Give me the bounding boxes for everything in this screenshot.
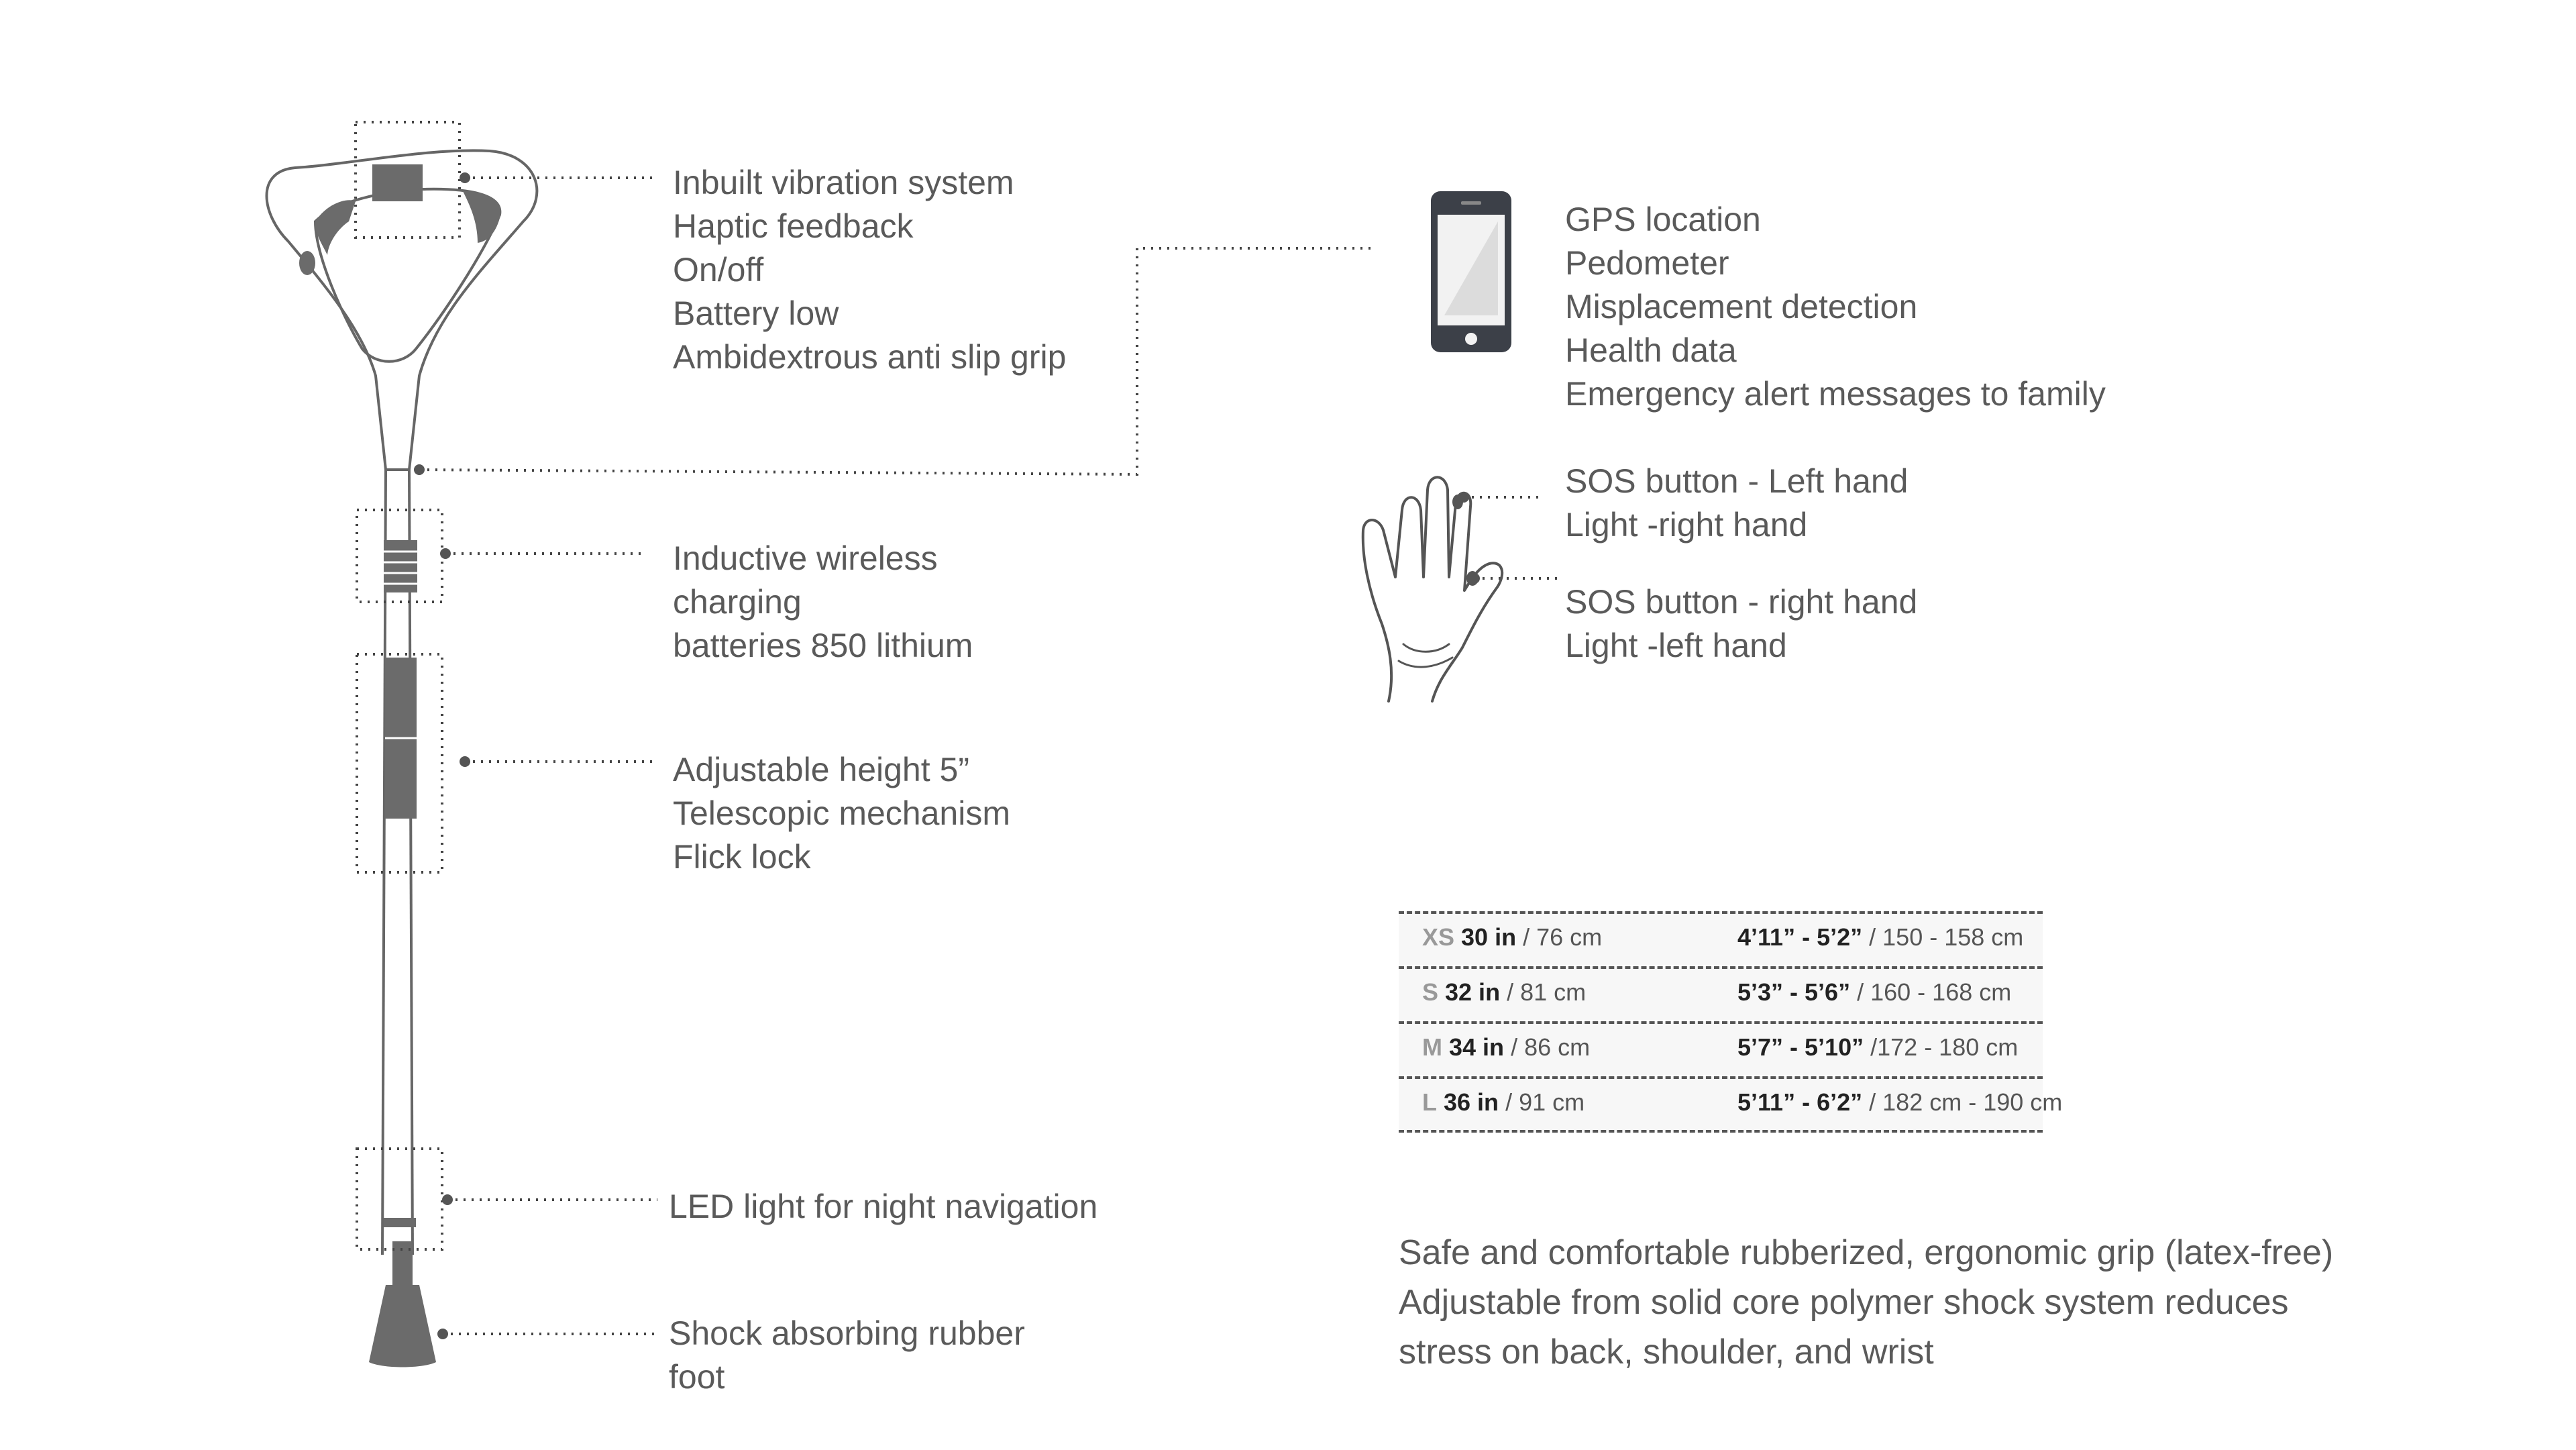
note-line: stress on back, shoulder, and wrist bbox=[1399, 1333, 1934, 1371]
sos-right-callout bbox=[1565, 580, 1917, 668]
length-in: 36 in bbox=[1444, 1088, 1499, 1116]
grip-pad-right bbox=[463, 191, 500, 243]
grip-button bbox=[299, 251, 315, 275]
size-code: S bbox=[1422, 978, 1439, 1006]
sos-left-callout bbox=[1565, 460, 1908, 547]
size-table bbox=[1399, 911, 2063, 1134]
phone-features bbox=[1565, 198, 2106, 416]
callout-line: SOS button - right hand bbox=[1565, 583, 1918, 621]
size-row-l bbox=[1399, 1076, 2063, 1133]
length-in: 32 in bbox=[1445, 978, 1501, 1006]
foot-callout bbox=[669, 1312, 1025, 1399]
product-notes bbox=[1399, 1228, 2333, 1377]
callout-line: Battery low bbox=[673, 295, 839, 332]
smartphone-icon bbox=[1431, 191, 1511, 352]
size-code: L bbox=[1422, 1088, 1437, 1116]
feature-item: Emergency alert messages to family bbox=[1565, 375, 2106, 413]
height-cm: / 150 - 158 cm bbox=[1869, 923, 2024, 951]
feature-item: Misplacement detection bbox=[1565, 288, 1918, 325]
callout-line: Haptic feedback bbox=[673, 207, 914, 245]
callout-line: SOS button - Left hand bbox=[1565, 462, 1909, 500]
height-ft: 4’11” - 5’2” bbox=[1737, 923, 1863, 951]
grip-pad bbox=[315, 200, 356, 255]
feature-item: Health data bbox=[1565, 331, 1737, 369]
callout-line: On/off bbox=[673, 251, 764, 289]
size-row-s bbox=[1399, 966, 2043, 1020]
size-row-m bbox=[1399, 1021, 2043, 1075]
note-line: Adjustable from solid core polymer shock system reduces bbox=[1399, 1283, 2289, 1322]
size-code: XS bbox=[1422, 923, 1455, 951]
led-light bbox=[384, 1218, 416, 1227]
size-row-xs bbox=[1399, 911, 2043, 965]
vibration-module bbox=[372, 164, 423, 201]
size-code: M bbox=[1422, 1033, 1442, 1061]
height-ft: 5’11” - 6’2” bbox=[1737, 1088, 1863, 1116]
charging-callout bbox=[673, 537, 973, 668]
length-cm: / 91 cm bbox=[1505, 1088, 1585, 1116]
callout-line: Inbuilt vibration system bbox=[673, 164, 1014, 201]
height-cm: / 160 - 168 cm bbox=[1857, 978, 2012, 1006]
callout-line: Adjustable height 5” bbox=[673, 751, 969, 788]
callout-line: Light -left hand bbox=[1565, 627, 1787, 664]
height-ft: 5’3” - 5’6” bbox=[1737, 978, 1851, 1006]
callout-line: LED light for night navigation bbox=[669, 1188, 1098, 1225]
height-callout bbox=[673, 748, 1010, 879]
callout-line: charging bbox=[673, 583, 802, 621]
callout-line: Flick lock bbox=[673, 838, 811, 876]
foot-connector bbox=[392, 1241, 413, 1285]
length-cm: / 86 cm bbox=[1511, 1033, 1591, 1061]
length-in: 30 in bbox=[1461, 923, 1517, 951]
hand-icon bbox=[1363, 477, 1502, 701]
length-cm: / 81 cm bbox=[1507, 978, 1587, 1006]
led-callout bbox=[669, 1185, 1097, 1229]
callout-line: Shock absorbing rubber bbox=[669, 1314, 1025, 1352]
feature-item: GPS location bbox=[1565, 201, 1761, 238]
length-cm: / 76 cm bbox=[1523, 923, 1603, 951]
callout-line: Inductive wireless bbox=[673, 539, 938, 577]
callout-line: Light -right hand bbox=[1565, 506, 1808, 543]
callout-line: batteries 850 lithium bbox=[673, 627, 973, 664]
handle-callout bbox=[673, 161, 1066, 379]
rubber-foot bbox=[369, 1285, 436, 1367]
note-line: Safe and comfortable rubberized, ergonomic grip (latex-free) bbox=[1399, 1233, 2334, 1272]
feature-item: Pedometer bbox=[1565, 244, 1729, 282]
callout-line: foot bbox=[669, 1358, 725, 1396]
height-ft: 5’7” - 5’10” bbox=[1737, 1033, 1864, 1061]
height-cm: /172 - 180 cm bbox=[1870, 1033, 2019, 1061]
callout-line: Ambidextrous anti slip grip bbox=[673, 338, 1067, 376]
length-in: 34 in bbox=[1449, 1033, 1505, 1061]
height-cm: / 182 cm - 190 cm bbox=[1869, 1088, 2063, 1116]
callout-line: Telescopic mechanism bbox=[673, 794, 1010, 832]
